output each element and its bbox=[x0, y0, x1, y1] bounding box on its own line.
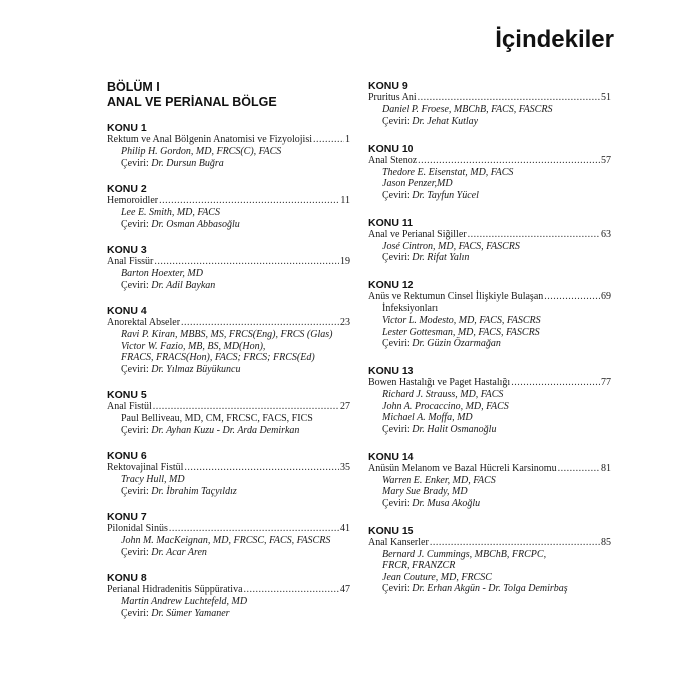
author-line: Lester Gottesman, MD, FACS, FASCRS bbox=[382, 326, 540, 338]
author-line: Paul Belliveau, MD, CM, FRCSC, FACS, FICS bbox=[121, 413, 313, 424]
chapter-title[interactable]: Anal Fissür bbox=[107, 256, 154, 267]
translator-name: Dr. Adil Baykan bbox=[151, 279, 216, 291]
chapter-number: KONU 2 bbox=[107, 183, 147, 195]
toc-line[interactable] bbox=[368, 291, 611, 303]
chapter-title[interactable]: Pilonidal Sinüs bbox=[107, 523, 168, 534]
chapter-title-continued: İnfeksiyonları bbox=[382, 303, 439, 314]
author-line: Philip H. Gordon, MD, FRCS(C), FACS bbox=[121, 146, 282, 157]
author-line: José Cintron, MD, FACS, FASCRS bbox=[382, 240, 520, 252]
toc-line[interactable] bbox=[107, 462, 350, 474]
toc-right-column bbox=[368, 80, 611, 610]
author-line: Tracy Hull, MD bbox=[121, 474, 185, 485]
page-number[interactable]: 41 bbox=[340, 523, 350, 534]
chapter-number: KONU 3 bbox=[107, 244, 147, 256]
page-number[interactable]: 81 bbox=[601, 462, 611, 474]
translator-label: Çeviri: bbox=[121, 279, 149, 291]
translator-name: Dr. Dursun Buğra bbox=[151, 157, 224, 169]
translator-name: Dr. Erhan Akgün - Dr. Tolga Demirbaş bbox=[412, 583, 568, 594]
toc-entry bbox=[107, 572, 350, 619]
author-line: Mary Sue Brady, MD bbox=[382, 486, 468, 497]
dot-leader bbox=[313, 134, 344, 146]
toc-entry bbox=[107, 305, 350, 375]
author-line: FRACS, FRACS(Hon), FACS; FRCS; FRCS(Ed) bbox=[121, 352, 315, 363]
chapter-title[interactable]: Anal Kanserler bbox=[368, 536, 429, 548]
dot-leader bbox=[154, 256, 339, 268]
translator-label: Çeviri: bbox=[382, 115, 410, 127]
translator-label: Çeviri: bbox=[121, 607, 149, 619]
author-line: Victor W. Fazio, MB, BS, MD(Hon), bbox=[121, 340, 266, 352]
chapter-number: KONU 11 bbox=[368, 216, 413, 229]
chapter-number: KONU 6 bbox=[107, 450, 147, 462]
translator-line bbox=[368, 424, 611, 436]
page-number[interactable]: 23 bbox=[340, 317, 350, 328]
author-line: Lee E. Smith, MD, FACS bbox=[121, 207, 220, 218]
translator-name: Dr. Ayhan Kuzu - Dr. Arda Demirkan bbox=[151, 424, 300, 436]
page-number[interactable]: 63 bbox=[601, 228, 611, 240]
translator-line bbox=[107, 219, 350, 231]
dot-leader bbox=[544, 291, 600, 303]
translator-line bbox=[368, 252, 611, 264]
chapter-title[interactable]: Bowen Hastalığı ve Paget Hastalığı bbox=[368, 377, 511, 388]
translator-label: Çeviri: bbox=[382, 583, 410, 594]
toc-line[interactable] bbox=[368, 155, 611, 167]
page-number[interactable]: 57 bbox=[601, 154, 611, 166]
toc-entry bbox=[368, 525, 611, 595]
translator-name: Dr. Tayfun Yücel bbox=[412, 189, 479, 201]
translator-line bbox=[107, 547, 350, 559]
author-line: John M. MacKeignan, MD, FRCSC, FACS, FASCRS bbox=[121, 535, 331, 546]
dot-leader bbox=[430, 537, 600, 549]
translator-line bbox=[368, 338, 611, 350]
page-number[interactable]: 35 bbox=[340, 462, 350, 473]
translator-label: Çeviri: bbox=[121, 424, 149, 436]
author-line: John A. Procaccino, MD, FACS bbox=[382, 400, 509, 412]
translator-name: Dr. Osman Abbasoğlu bbox=[151, 218, 240, 230]
chapter-title[interactable]: Anal Fistül bbox=[107, 401, 152, 412]
page-number[interactable]: 1 bbox=[345, 134, 350, 145]
translator-label: Çeviri: bbox=[121, 546, 149, 558]
toc-line[interactable] bbox=[107, 256, 350, 268]
dot-leader bbox=[558, 463, 600, 475]
toc-entry bbox=[107, 511, 350, 558]
dot-leader bbox=[418, 155, 600, 167]
toc-entry bbox=[107, 183, 350, 230]
chapter-title[interactable]: Perianal Hidradenitis Süppürativa bbox=[107, 584, 243, 595]
author-line: Warren E. Enker, MD, FACS bbox=[382, 474, 496, 486]
translator-line bbox=[368, 498, 611, 510]
toc-line[interactable] bbox=[107, 134, 350, 146]
page-number[interactable]: 19 bbox=[340, 256, 350, 267]
author-line: FRCR, FRANZCR bbox=[382, 560, 456, 571]
author-line: Daniel P. Froese, MBChB, FACS, FASCRS bbox=[382, 104, 553, 115]
translator-line bbox=[107, 425, 350, 437]
chapter-number: KONU 1 bbox=[107, 122, 147, 134]
chapter-number: KONU 14 bbox=[368, 450, 414, 463]
page-number[interactable]: 51 bbox=[601, 92, 611, 103]
toc-line[interactable] bbox=[368, 537, 611, 549]
toc-line[interactable] bbox=[107, 401, 350, 413]
chapter-title[interactable]: Rektovajinal Fistül bbox=[107, 462, 184, 473]
author-line: Martin Andrew Luchtefeld, MD bbox=[121, 596, 248, 607]
dot-leader bbox=[159, 195, 339, 207]
chapter-number: KONU 4 bbox=[107, 305, 147, 317]
toc-entry bbox=[368, 217, 611, 264]
section-heading bbox=[107, 80, 350, 110]
toc-entry bbox=[107, 450, 350, 497]
dot-leader bbox=[244, 584, 339, 596]
translator-line bbox=[107, 280, 350, 292]
page-number[interactable]: 47 bbox=[340, 584, 350, 595]
chapter-title[interactable]: Pruritus Ani bbox=[368, 92, 417, 103]
translator-line bbox=[107, 608, 350, 620]
toc-entry bbox=[368, 80, 611, 127]
translator-line bbox=[368, 583, 611, 595]
author-line: Jean Couture, MD, FRCSC bbox=[382, 571, 492, 583]
toc-entry bbox=[107, 389, 350, 436]
toc-left-column bbox=[107, 80, 350, 633]
toc-line[interactable] bbox=[107, 523, 350, 535]
dot-leader bbox=[181, 317, 339, 329]
author-line: Thedore E. Eisenstat, MD, FACS bbox=[382, 166, 514, 178]
page-number[interactable]: 85 bbox=[601, 536, 611, 548]
translator-label: Çeviri: bbox=[382, 252, 410, 263]
toc-entry bbox=[368, 451, 611, 510]
author-line: Bernard J. Cummings, MBChB, FRCPC, bbox=[382, 548, 547, 560]
translator-label: Çeviri: bbox=[382, 497, 410, 509]
toc-line[interactable] bbox=[368, 377, 611, 389]
translator-label: Çeviri: bbox=[382, 423, 410, 435]
chapter-title[interactable]: Anal ve Perianal Siğiller bbox=[368, 228, 467, 240]
translator-line bbox=[107, 158, 350, 170]
translator-line bbox=[107, 486, 350, 498]
translator-label: Çeviri: bbox=[121, 218, 149, 230]
chapter-title[interactable]: Anal Stenoz bbox=[368, 154, 418, 166]
page-number[interactable]: 69 bbox=[601, 291, 611, 302]
dot-leader bbox=[169, 523, 339, 535]
author-line: Victor L. Modesto, MD, FACS, FASCRS bbox=[382, 315, 541, 326]
section-number: BÖLÜM I bbox=[107, 80, 160, 94]
translator-label: Çeviri: bbox=[121, 485, 149, 497]
dot-leader bbox=[153, 401, 339, 413]
page-number[interactable]: 27 bbox=[340, 401, 350, 412]
toc-line[interactable] bbox=[368, 92, 611, 104]
translator-name: Dr. Rifat Yalın bbox=[412, 252, 470, 263]
translator-label: Çeviri: bbox=[121, 363, 149, 375]
translator-name: Dr. İbrahim Taçyıldız bbox=[151, 485, 237, 497]
translator-name: Dr. Yılmaz Büyükuncu bbox=[151, 363, 241, 375]
chapter-number: KONU 9 bbox=[368, 80, 408, 92]
author-line: Ravi P. Kiran, MBBS, MS, FRCS(Eng), FRCS (Glas) bbox=[121, 329, 333, 340]
toc-line[interactable] bbox=[107, 195, 350, 207]
chapter-number: KONU 15 bbox=[368, 524, 414, 537]
translator-line bbox=[107, 364, 350, 376]
translator-label: Çeviri: bbox=[121, 157, 149, 169]
chapter-number: KONU 12 bbox=[368, 279, 414, 291]
translator-label: Çeviri: bbox=[382, 189, 410, 201]
toc-line[interactable] bbox=[368, 463, 611, 475]
translator-name: Dr. Güzin Özarmağan bbox=[412, 338, 501, 349]
page-number[interactable]: 11 bbox=[340, 195, 350, 206]
author-line: Jason Penzer,MD bbox=[382, 178, 453, 189]
toc-entry bbox=[368, 143, 611, 202]
dot-leader bbox=[184, 462, 339, 474]
toc-line[interactable] bbox=[368, 229, 611, 241]
chapter-number: KONU 8 bbox=[107, 572, 147, 584]
chapter-number: KONU 5 bbox=[107, 389, 147, 401]
chapter-title[interactable]: Anüs ve Rektumun Cinsel İlişkiyle Bulaşan bbox=[368, 291, 544, 302]
author-line: Michael A. Moffa, MD bbox=[382, 412, 473, 423]
dot-leader bbox=[511, 377, 600, 389]
dot-leader bbox=[418, 92, 600, 104]
translator-label: Çeviri: bbox=[382, 338, 410, 349]
toc-entry bbox=[107, 122, 350, 169]
translator-name: Dr. Acar Aren bbox=[151, 546, 207, 558]
toc-line[interactable] bbox=[107, 584, 350, 596]
toc-entry bbox=[107, 244, 350, 291]
translator-line bbox=[368, 190, 611, 202]
chapter-title[interactable]: Rektum ve Anal Bölgenin Anatomisi ve Fizyolojisi bbox=[107, 134, 312, 145]
translator-line bbox=[368, 116, 611, 128]
toc-line[interactable] bbox=[107, 317, 350, 329]
chapter-title[interactable]: Anüsün Melanom ve Bazal Hücreli Karsinomu bbox=[368, 462, 557, 474]
toc-entry bbox=[368, 279, 611, 350]
translator-name: Dr. Halit Osmanoğlu bbox=[412, 423, 497, 435]
dot-leader bbox=[468, 229, 600, 241]
page-number[interactable]: 77 bbox=[601, 377, 611, 388]
translator-name: Dr. Musa Akoğlu bbox=[412, 497, 481, 509]
chapter-number: KONU 13 bbox=[368, 365, 414, 377]
section-title: ANAL VE PERİANAL BÖLGE bbox=[107, 95, 277, 109]
chapter-number: KONU 7 bbox=[107, 511, 147, 523]
translator-name: Dr. Jehat Kutlay bbox=[412, 115, 479, 127]
translator-name: Dr. Sümer Yamaner bbox=[151, 607, 230, 619]
author-line: Richard J. Strauss, MD, FACS bbox=[382, 389, 504, 400]
chapter-title[interactable]: Hemoroidler bbox=[107, 195, 159, 206]
chapter-title[interactable]: Anorektal Abseler bbox=[107, 317, 181, 328]
page-title: İçindekiler bbox=[495, 26, 614, 53]
author-line: Barton Hoexter, MD bbox=[121, 268, 203, 279]
toc-entry bbox=[368, 365, 611, 435]
chapter-number: KONU 10 bbox=[368, 142, 414, 155]
